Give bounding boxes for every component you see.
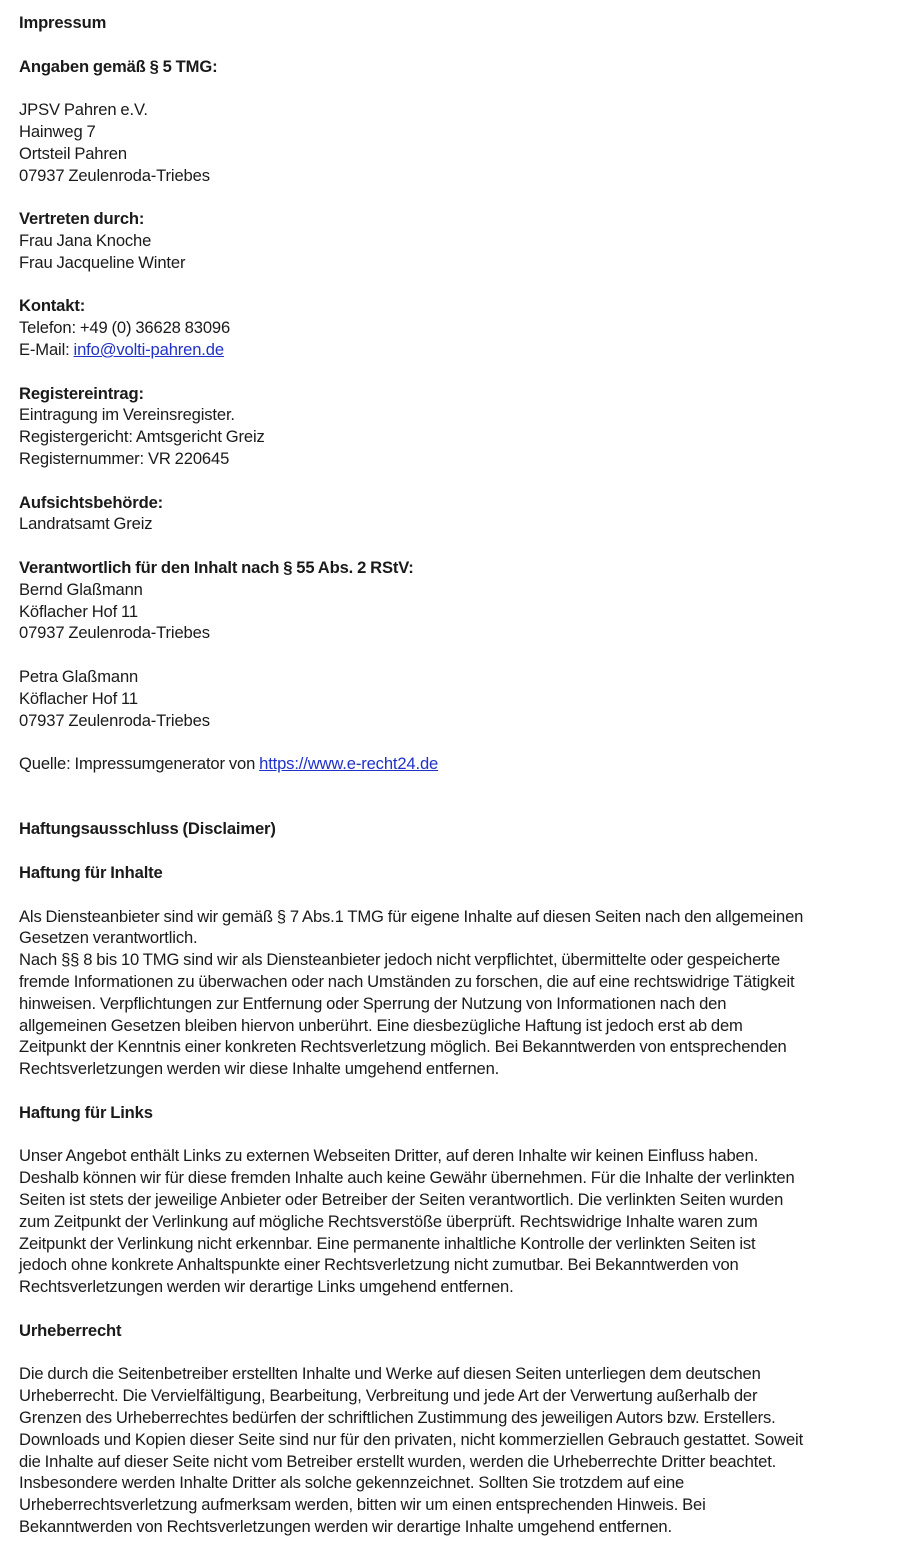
register-line: Registergericht: Amtsgericht Greiz [19, 427, 265, 447]
inhalte-heading: Haftung für Inhalte [19, 863, 163, 883]
links-paragraph [19, 1145, 912, 1298]
links-heading: Haftung für Links [19, 1102, 153, 1122]
e-recht24-link[interactable]: https://www.e-recht24.de [259, 754, 439, 774]
impressum-document [19, 12, 912, 1538]
paragraph-line: Downloads und Kopien dieser Seite sind nur für den privaten, nicht kommerziellen Gebrauch gestattet. Soweit [19, 1429, 804, 1449]
email-link[interactable]: info@volti-pahren.de [73, 339, 224, 359]
paragraph-line: Deshalb können wir für diese fremden Inhalte auch keine Gewähr übernehmen. Für die Inhalte der verlinkten [19, 1168, 795, 1188]
aufsicht-line: Landratsamt Greiz [19, 514, 153, 534]
paragraph-line: Als Diensteanbieter sind wir gemäß § 7 Abs.1 TMG für eigene Inhalte auf diesen Seiten nach den allgemeinen [19, 906, 804, 926]
paragraph-line: Urheberrechtsverletzung aufmerksam werden, bitten wir um einen entsprechenden Hinweis. Bei [19, 1495, 706, 1515]
paragraph-line: Grenzen des Urheberrechtes bedürfen der schriftlichen Zustimmung des jeweiligen Autors bzw. Erstellers. [19, 1408, 776, 1427]
urheber-heading: Urheberrecht [19, 1320, 122, 1340]
paragraph-line: fremde Informationen zu überwachen oder nach Umständen zu forschen, die auf eine rechtswidrige Tätigkeit [19, 972, 795, 992]
address-line: Hainweg 7 [19, 121, 96, 141]
paragraph-line: allgemeinen Gesetzen bleiben hiervon unberührt. Eine diesbezügliche Haftung ist jedoch erst ab dem [19, 1015, 743, 1035]
representative-line: Frau Jacqueline Winter [19, 252, 186, 272]
register-line: Registernummer: VR 220645 [19, 448, 230, 468]
paragraph-line: Urheberrecht. Die Vervielfältigung, Bearbeitung, Verbreitung und jede Art der Verwertung außerhalb der [19, 1386, 758, 1406]
paragraph-line: Gesetzen verantwortlich. [19, 928, 198, 948]
paragraph-line: Unser Angebot enthält Links zu externen Webseiten Dritter, auf deren Inhalte wir keinen Einfluss haben. [19, 1146, 759, 1166]
verantwortlich-heading: Verantwortlich für den Inhalt nach § 55 Abs. 2 RStV: [19, 557, 414, 577]
inhalte-paragraph [19, 906, 912, 1080]
address-line: Ortsteil Pahren [19, 143, 127, 163]
vertreten-heading: Vertreten durch: [19, 209, 145, 229]
tmg-heading: Angaben gemäß § 5 TMG: [19, 56, 218, 76]
paragraph-line: Seiten ist stets der jeweilige Anbieter oder Betreiber der Seiten verantwortlich. Die verlinkten Seiten wurden [19, 1190, 784, 1210]
paragraph-line: jedoch ohne konkrete Anhaltspunkte einer Rechtsverletzung nicht zumutbar. Bei Bekanntwerden von [19, 1255, 739, 1275]
urheber-paragraph [19, 1363, 912, 1537]
person1-line: 07937 Zeulenroda-Triebes [19, 623, 210, 643]
kontakt-heading: Kontakt: [19, 296, 86, 316]
email-line [19, 339, 912, 361]
person1-line: Bernd Glaßmann [19, 579, 143, 599]
representative-line: Frau Jana Knoche [19, 230, 152, 250]
page-title: Impressum [19, 13, 107, 32]
phone-line: Telefon: +49 (0) 36628 83096 [19, 318, 231, 338]
quelle-label: Quelle: Impressumgenerator von [19, 754, 260, 774]
address-line: JPSV Pahren e.V. [19, 100, 148, 120]
paragraph-line: Rechtsverletzungen werden wir derartige Links umgehend entfernen. [19, 1277, 514, 1297]
quelle-line [19, 753, 912, 775]
person2-line: 07937 Zeulenroda-Triebes [19, 710, 210, 730]
paragraph-line: zum Zeitpunkt der Verlinkung auf mögliche Rechtsverstöße überprüft. Rechtswidrige Inhalte waren zum [19, 1211, 758, 1231]
aufsicht-heading: Aufsichtsbehörde: [19, 492, 164, 512]
paragraph-line: Bekanntwerden von Rechtsverletzungen werden wir derartige Inhalte umgehend entfernen. [19, 1516, 672, 1536]
paragraph-line: Insbesondere werden Inhalte Dritter als solche gekennzeichnet. Sollten Sie trotzdem auf eine [19, 1473, 685, 1493]
paragraph-line: Nach §§ 8 bis 10 TMG sind wir als Diensteanbieter jedoch nicht verpflichtet, übermittelte oder gespeicherte [19, 950, 781, 970]
paragraph-line: die Inhalte auf dieser Seite nicht vom Betreiber erstellt wurden, werden die Urheberrechte Dritter beachtet. [19, 1451, 777, 1471]
register-line: Eintragung im Vereinsregister. [19, 405, 235, 425]
disclaimer-heading: Haftungsausschluss (Disclaimer) [19, 819, 276, 839]
paragraph-line: Die durch die Seitenbetreiber erstellten Inhalte und Werke auf diesen Seiten unterliegen dem deutschen [19, 1364, 761, 1384]
person2-line: Köflacher Hof 11 [19, 688, 138, 708]
register-heading: Registereintrag: [19, 383, 144, 403]
person1-line: Köflacher Hof 11 [19, 601, 138, 621]
email-label: E-Mail: [19, 339, 74, 359]
paragraph-line: Zeitpunkt der Verlinkung nicht erkennbar. Eine permanente inhaltliche Kontrolle der verlinkten Seiten ist [19, 1233, 756, 1253]
paragraph-line: Zeitpunkt der Kenntnis einer konkreten Rechtsverletzung möglich. Bei Bekanntwerden von entsprechenden [19, 1037, 787, 1057]
person2-line: Petra Glaßmann [19, 666, 139, 686]
paragraph-line: hinweisen. Verpflichtungen zur Entfernung oder Sperrung der Nutzung von Informationen nach den [19, 993, 727, 1013]
paragraph-line: Rechtsverletzungen werden wir diese Inhalte umgehend entfernen. [19, 1059, 500, 1079]
address-line: 07937 Zeulenroda-Triebes [19, 165, 210, 185]
